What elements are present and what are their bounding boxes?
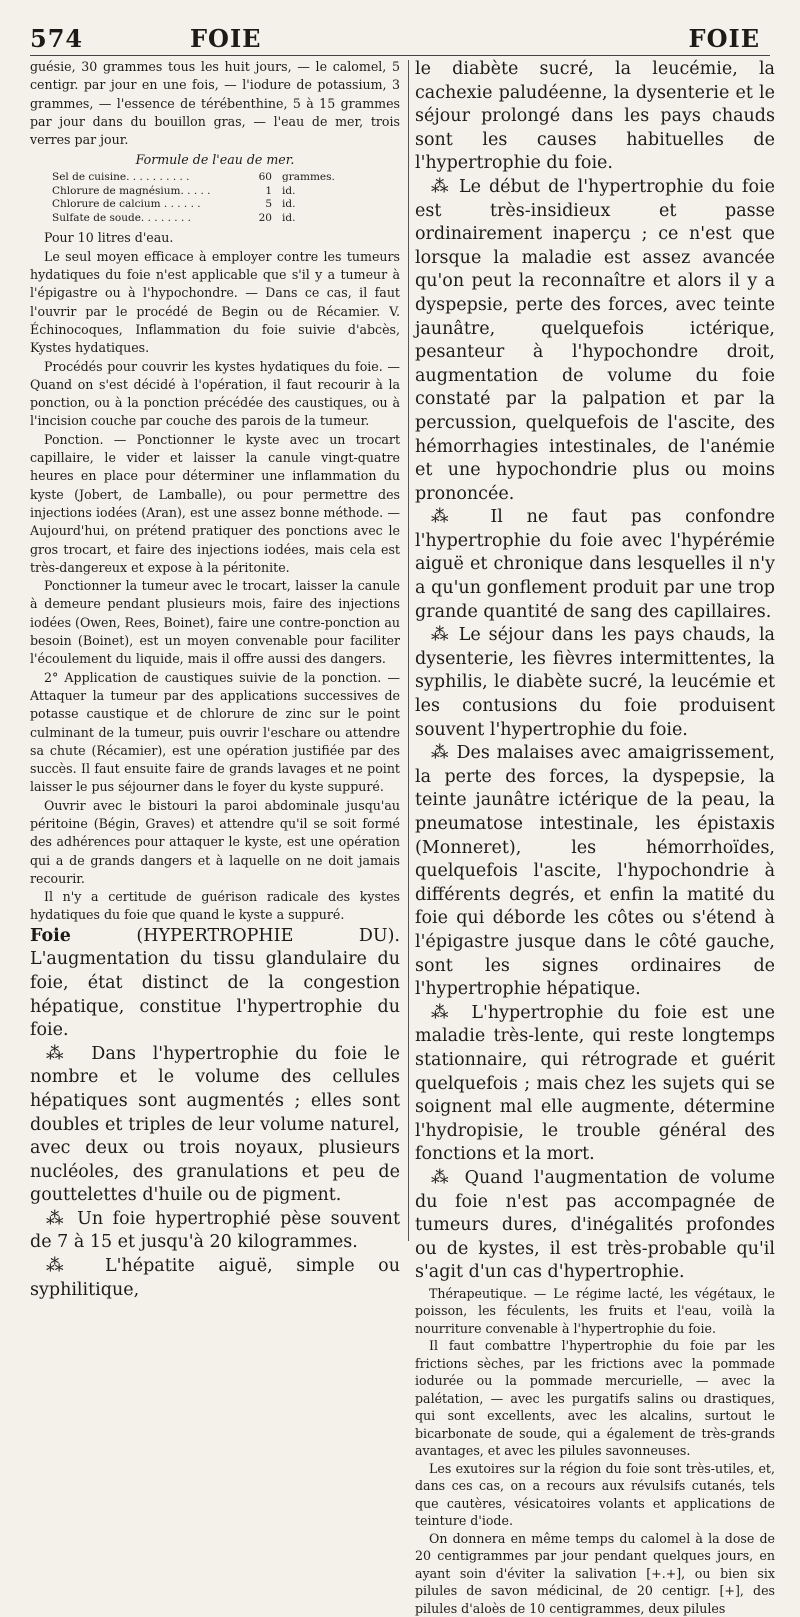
paragraph: Ouvrir avec le bistouri la paroi abdominale jusqu'au péritoine (Bégin, Graves) et attendre qu'il se soit formé des adhérences pour attaquer le kyste, est une opération qui a de grands dangers et à laquelle on ne doit jamais recourir. [30, 797, 400, 886]
formula-row: Sel de cuisine. . . . . . . . . . 60 grammes. [52, 171, 335, 184]
paragraph: ⁂ Il ne faut pas confondre l'hypertrophie du foie avec l'hypérémie aiguë et chronique dans lesquelles il n'y a qu'un gonflement produit par une trop grande quantité de sang des capillaires. [415, 507, 775, 622]
paragraph: ⁂ L'hypertrophie du foie est une maladie très-lente, qui reste longtemps stationnaire, qui rétrograde et guérit quelquefois ; mais chez les sujets qui se soignent mal elle augmente, détermine l'hydropisie, le trouble général des fonctions et la mort. [415, 1002, 775, 1165]
paragraph: ⁂ Des malaises avec amaigrissement, la perte des forces, la dyspepsie, la teinte jaunâtre ictérique de la peau, la pneumatose intestinale, les épistaxis (Monneret), les hémorrhoïdes, quelquefois l'ascite, l'hypochondrie à différents degrés, et enfin la matité du foie qui déborde les côtes ou s'étend à l'épigastre jusque dans le côté gauche, sont les signes ordinaires de l'hypertrophie hépatique. [415, 743, 775, 1000]
entry-paragraph [30, 925, 400, 1043]
paragraph: ⁂ Le séjour dans les pays chauds, la dysenterie, les fièvres intermittentes, la syphilis, le diabète sucré, la leucémie et les contusions du foie produisent souvent l'hypertrophie du foie. [415, 625, 775, 740]
formula-row: Chlorure de magnésium. . . . . 1 id. [52, 184, 296, 197]
right-column [415, 58, 775, 1616]
paragraph: 2° Application de caustiques suivie de la ponction. — Attaquer la tumeur par des applications successives de potasse caustique et de chlorure de zinc sur le point culminant de la tumeur, puis ouvrir l'eschare ou attendre sa chute (Récamier), est une opération justifiée par des succès. Il faut ensuite faire de grands lavages et ne point laisser le pus séjourner dans le foyer du kyste suppuré. [30, 669, 400, 795]
paragraph: On donnera en même temps du calomel à la dose de 20 centigrammes par jour pendant quelques jours, en ayant soin d'éviter la salivation [+.+], ou bien six pilules de savon médicinal, de 20 centigr. [+], des pilules d'aloès de 10 centigrammes, deux pilules [415, 1530, 775, 1616]
paragraph: ⁂ L'hépatite aiguë, simple ou syphilitique, [30, 1256, 400, 1300]
paragraph: ⁂ Un foie hypertrophié pèse souvent de 7 à 15 et jusqu'à 20 kilogrammes. [30, 1208, 400, 1253]
formula-row: Sulfate de soude. . . . . . . . 20 id. [52, 211, 296, 224]
paragraph: ⁂ Le début de l'hypertrophie du foie est très-insidieux et passe ordinairement inaperçu ; ce n'est que lorsque la maladie est assez avancée qu'on peut la reconnaître et alors il y a dyspepsie, perte des forces, avec teinte jaunâtre, quelquefois ictérique, pesanteur à l'hypochondre droit, augmentation de volume du foie constaté par la palpation et par la percussion, quelquefois de l'ascite, des hémorrhagies intestinales, de l'anémie et une hypochondrie plus ou moins prononcée. [415, 176, 775, 504]
paragraph: Pour 10 litres d'eau. [44, 230, 174, 246]
header-rule [30, 55, 770, 56]
paragraph: Le seul moyen efficace à employer contre les tumeurs hydatiques du foie n'est applicable que s'il y a tumeur à l'épigastre ou à l'hypochondre. — Dans ce cas, il faut l'ouvrir par le procédé de Begin ou de Récamier. V. Échinocoques, Inflammation du foie suivie d'abcès, Kystes hydatiques. [30, 248, 400, 356]
entry-headword: Foie [30, 925, 71, 946]
column-divider [408, 60, 409, 1241]
paragraph: le diabète sucré, la leucémie, la cachexie paludéenne, la dysenterie et le séjour prolongé dans les pays chauds sont les causes habituelles de l'hypertrophie du foie. [415, 59, 775, 174]
paragraph: Ponctionner la tumeur avec le trocart, laisser la canule à demeure pendant plusieurs mois, faire des injections iodées (Owen, Rees, Boinet), faire une contre-ponction au besoin (Boinet), est un moyen convenable pour faciliter l'écoulement du liquide, mais il offre aussi des dangers. [30, 578, 400, 667]
formula-title: Formule de l'eau de mer. [135, 152, 295, 168]
running-head-right: FOIE [688, 24, 760, 53]
left-column [30, 58, 400, 1300]
entry-text: (HYPERTROPHIE DU). L'augmentation du tissu glandulaire du foie, état distinct de la congestion hépatique, constitue l'hypertrophie du foie. [30, 925, 400, 1041]
running-head-left: FOIE [190, 24, 262, 53]
formula-row: Chlorure de calcium . . . . . . 5 id. [52, 198, 296, 211]
paragraph: Il n'y a certitude de guérison radicale des kystes hydatiques du foie que quand le kyste a suppuré. [30, 889, 400, 923]
paragraph: guésie, 30 grammes tous les huit jours, — le calomel, 5 centigr. par jour en une fois, — l'iodure de potassium, 3 grammes, — l'essence de térébenthine, 5 à 15 grammes par jour dans du bouillon gras, — l'eau de mer, trois verres par jour. [30, 59, 400, 148]
paragraph: ⁂ Dans l'hypertrophie du foie le nombre et le volume des cellules hépatiques sont augmentés ; elles sont doubles et triples de leur volume naturel, avec deux ou trois noyaux, plusieurs nucléoles, des granulations et peu de gouttelettes d'huile ou de pigment. [30, 1043, 400, 1206]
paragraph: Ponction. — Ponctionner le kyste avec un trocart capillaire, le vider et laisser la canule vingt-quatre heures en place pour déterminer une inflammation du kyste (Jobert, de Lamballe), ou pour permettre des injections iodées (Aran), est une assez bonne méthode. — Aujourd'hui, on prétend pratiquer des ponctions avec le gros trocart, et faire des injections iodées, mais cela est très-dangereux et expose à la péritonite. [30, 431, 400, 575]
page-header [30, 20, 770, 54]
page-number: 574 [30, 24, 84, 53]
paragraph: Thérapeutique. — Le régime lacté, les végétaux, le poisson, les féculents, les fruits et l'eau, voilà la nourriture convenable à l'hypertrophie du foie. [415, 1285, 775, 1336]
paragraph: Il faut combattre l'hypertrophie du foie par les frictions sèches, par les frictions avec la pommade iodurée ou la pommade mercurielle, — avec la palétation, — avec les purgatifs salins ou drastiques, qui sont excellents, avec les alcalins, surtout le bicarbonate de soude, qui a également de très-grands avantages, et avec les pilules savonneuses. [415, 1338, 775, 1459]
formula-table [52, 171, 400, 225]
paragraph: Procédés pour couvrir les kystes hydatiques du foie. — Quand on s'est décidé à l'opération, il faut recourir à la ponction, ou à la ponction précédée des caustiques, ou à l'incision couche par couche des parois de la tumeur. [30, 358, 400, 429]
paragraph: ⁂ Quand l'augmentation de volume du foie n'est pas accompagnée de tumeurs dures, d'inégalités profondes ou de kystes, il est très-probable qu'il s'agit d'un cas d'hypertrophie. [415, 1167, 775, 1283]
paragraph: Les exutoires sur la région du foie sont très-utiles, et, dans ces cas, on a recours aux révulsifs cutanés, tels que cautères, vésicatoires volants et applications de teinture d'iode. [415, 1460, 775, 1529]
